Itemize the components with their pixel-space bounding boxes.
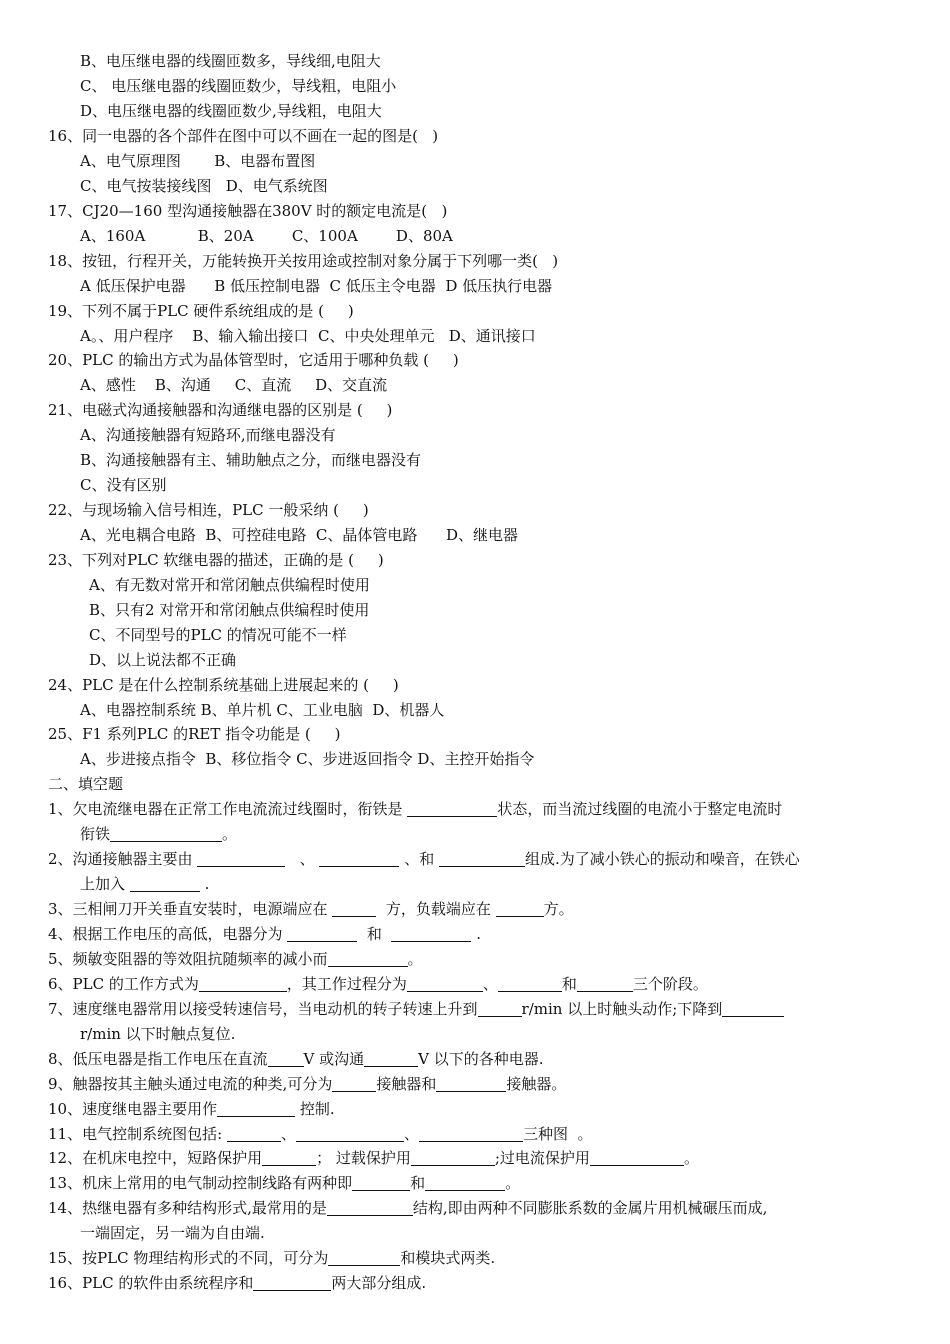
blank[interactable] [199,976,287,992]
fill-q7-line2: r/min 以下时触点复位. [80,1025,236,1043]
fill-q14-line1: 14、热继电器有多种结构形式,最常用的是 结构,即由两种不同膨胀系数的金属片用机械碾压而成, [48,1199,768,1217]
q23-option-d: D、以上说法都不正确 [89,651,237,669]
blank[interactable] [407,976,483,992]
blank[interactable] [419,1126,523,1142]
fill-q14-line2: 一端固定，另一端为自由端. [80,1224,265,1242]
fill-q8: 8、低压电器是指工作电压在直流 V 或沟通 V 以下的各种电器. [48,1050,544,1068]
fill-q11: 11、电气控制系统图包括: 、 、 三种图 。 [48,1125,593,1143]
blank[interactable] [268,1051,304,1067]
q24-stem: 24、PLC 是在什么控制系统基础上进展起来的 ( ) [48,676,399,694]
fill-q1-line1: 1、欠电流继电器在正常工作电流流过线圈时，衔铁是 状态，而当流过线圈的电流小于整定电流时 [48,800,783,818]
fill-q5: 5、频敏变阻器的等效阻抗随频率的减小而 。 [48,950,423,968]
blank[interactable] [287,926,357,942]
q20-options: A、感性 B、沟通 C、直流 D、交直流 [80,376,388,394]
q23-option-a: A、有无数对常开和常闭触点供编程时使用 [89,576,370,594]
fill-q2-line1: 2、沟通接触器主要由 、 、和 组成.为了减小铁心的振动和噪音，在铁心 [48,850,800,868]
blank[interactable] [130,876,200,892]
blank[interactable] [296,1126,404,1142]
blank[interactable] [332,1076,376,1092]
fill-q15: 15、按PLC 物理结构形式的不同，可分为 和模块式两类. [48,1249,496,1267]
q15-option-c: C、 电压继电器的线圈匝数少，导线粗，电阻小 [80,77,397,95]
blank[interactable] [217,1101,295,1117]
q19-stem: 19、下列不属于PLC 硬件系统组成的是 ( ) [48,302,354,320]
blank[interactable] [328,1250,400,1266]
blank[interactable] [478,1001,522,1017]
q19-options: A。、用户程序 B、输入输出接口 C、中央处理单元 D、通讯接口 [80,327,536,345]
blank[interactable] [496,901,544,917]
blank[interactable] [197,851,285,867]
blank[interactable] [577,976,633,992]
q25-options: A、步进接点指令 B、移位指令 C、步进返回指令 D、主控开始指令 [80,750,535,768]
q16-options-1: A、电气原理图 B、电器布置图 [80,152,316,170]
fill-q7-line1: 7、速度继电器常用以接受转速信号，当电动机的转子转速上升到 r/min 以上时触头动作;下降到 [48,999,784,1019]
q16-stem: 16、同一电器的各个部件在图中可以不画在一起的图是( ) [48,127,439,145]
fill-q2-line2: 上加入 . [80,875,210,893]
blank[interactable] [590,1150,684,1166]
fill-q4: 4、根据工作电压的高低，电器分为 和 . [48,925,481,943]
blank[interactable] [327,1200,413,1216]
q23-option-b: B、只有2 对常开和常闭触点供编程时使用 [89,601,370,619]
fill-q10: 10、速度继电器主要用作 控制. [48,1100,335,1118]
fill-q12: 12、在机床电控中，短路保护用 ； 过载保护用 ;过电流保护用 。 [48,1149,699,1167]
q24-options: A、电器控制系统 B、单片机 C、工业电脑 D、机器人 [80,701,445,719]
blank[interactable] [436,1076,506,1092]
q15-option-b: B、电压继电器的线圈匝数多，导线细,电阻大 [80,52,381,70]
fill-q3: 3、三相闸刀开关垂直安装时，电源端应在 方，负载端应在 方。 [48,900,574,918]
blank[interactable] [391,926,471,942]
blank[interactable] [227,1126,281,1142]
q22-stem: 22、与现场输入信号相连，PLC 一般采纳 ( ) [48,501,369,519]
blank[interactable] [411,1150,495,1166]
q16-options-2: C、电气按装接线图 D、电气系统图 [80,177,328,195]
q17-stem: 17、CJ20—160 型沟通接触器在380V 时的额定电流是( ) [48,202,448,220]
blank[interactable] [439,851,525,867]
blank[interactable] [110,826,222,842]
blank[interactable] [253,1275,331,1291]
q21-option-a: A、沟通接触器有短路环,而继电器没有 [80,426,336,444]
q21-option-b: B、沟通接触器有主、辅助触点之分，而继电器没有 [80,451,422,469]
fill-q13: 13、机床上常用的电气制动控制线路有两种即 和 。 [48,1174,521,1192]
q18-stem: 18、按钮，行程开关，万能转换开关按用途或控制对象分属于下列哪一类( ) [48,252,559,270]
q22-options: A、光电耦合电路 B、可控硅电路 C、晶体管电路 D、继电器 [80,526,519,544]
q17-options: A、160A B、20A C、100A D、80A [80,227,453,245]
blank[interactable] [319,851,399,867]
blank[interactable] [407,801,497,817]
blank[interactable] [352,1175,410,1191]
blank[interactable] [328,951,408,967]
q21-stem: 21、电磁式沟通接触器和沟通继电器的区别是 ( ) [48,401,393,419]
blank[interactable] [364,1051,418,1067]
blank[interactable] [332,901,376,917]
fill-q9: 9、触器按其主触头通过电流的种类,可分为 接触器和 接触器。 [48,1075,567,1093]
q25-stem: 25、F1 系列PLC 的RET 指令功能是 ( ) [48,725,341,743]
q20-stem: 20、PLC 的输出方式为晶体管型时，它适用于哪种负载 ( ) [48,351,459,369]
blank[interactable] [498,976,562,992]
blank[interactable] [722,1001,784,1017]
section-title-fill-blank: 二、填空题 [48,775,124,793]
fill-q6: 6、PLC 的工作方式为 ，其工作过程分为 、 和 三个阶段。 [48,975,708,993]
q23-option-c: C、不同型号的PLC 的情况可能不一样 [89,626,347,644]
q15-option-d: D、电压继电器的线圈匝数少,导线粗，电阻大 [80,102,382,120]
q21-option-c: C、没有区别 [80,476,167,494]
blank[interactable] [425,1175,505,1191]
fill-q1-line2: 衔铁 。 [80,825,238,843]
q23-stem: 23、下列对PLC 软继电器的描述，正确的是 ( ) [48,551,384,569]
blank[interactable] [262,1150,316,1166]
fill-q16: 16、PLC 的软件由系统程序和 两大部分组成. [48,1274,427,1292]
q18-options: A 低压保护电器 B 低压控制电器 C 低压主令电器 D 低压执行电器 [80,277,553,295]
